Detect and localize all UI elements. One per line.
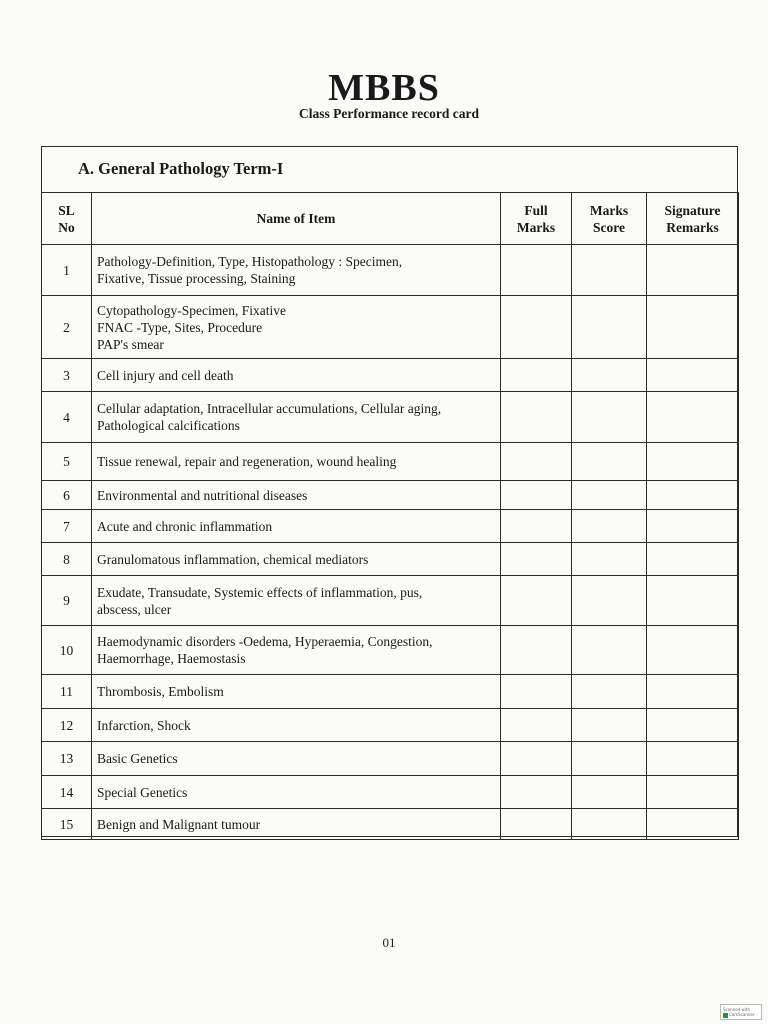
table-row xyxy=(42,576,739,626)
table-header-row xyxy=(42,193,739,245)
item-text-line: Infarction, Shock xyxy=(97,717,191,733)
item-text-line: Haemodynamic disorders -Oedema, Hyperaemia, Congestion, xyxy=(97,634,433,649)
row-item-name xyxy=(92,742,501,776)
row-sl-number: 6 xyxy=(42,481,92,510)
row-item-name xyxy=(92,481,501,510)
scanner-watermark: Scanned with CamScanner xyxy=(720,1004,762,1020)
row-full-marks-cell xyxy=(501,392,572,443)
row-sl-number: 10 xyxy=(42,626,92,675)
row-full-marks-cell xyxy=(501,443,572,481)
table-row xyxy=(42,296,739,359)
record-card xyxy=(41,146,738,837)
row-marks-score-cell xyxy=(572,296,647,359)
header-name-of-item: Name of Item xyxy=(92,193,501,245)
table-body xyxy=(42,245,739,840)
item-text-line: Tissue renewal, repair and regeneration, wound healing xyxy=(97,454,397,469)
item-text-line: Granulomatous inflammation, chemical mediators xyxy=(97,551,369,567)
table-row xyxy=(42,809,739,840)
row-sl-number: 1 xyxy=(42,245,92,296)
row-sl-number: 13 xyxy=(42,742,92,776)
row-marks-score-cell xyxy=(572,626,647,675)
row-signature-cell xyxy=(647,576,739,626)
row-signature-cell xyxy=(647,443,739,481)
row-full-marks-cell xyxy=(501,626,572,675)
row-sl-number: 12 xyxy=(42,709,92,742)
page-number: 01 xyxy=(382,935,396,950)
row-item-name xyxy=(92,576,501,626)
table-row xyxy=(42,776,739,809)
item-text-line: Cell injury and cell death xyxy=(97,367,234,383)
row-marks-score-cell xyxy=(572,543,647,576)
item-text-line: Environmental and nutritional diseases xyxy=(97,487,308,503)
table-row xyxy=(42,359,739,392)
row-item-name xyxy=(92,809,501,840)
item-text-line: Haemorrhage, Haemostasis xyxy=(97,651,246,666)
item-text-line: Acute and chronic inflammation xyxy=(97,518,273,534)
row-marks-score-cell xyxy=(572,359,647,392)
row-sl-number: 11 xyxy=(42,675,92,709)
row-sl-number: 2 xyxy=(42,296,92,359)
item-text-line: Special Genetics xyxy=(97,784,188,800)
header-marks-score: Marks Score xyxy=(572,193,647,245)
table-row xyxy=(42,510,739,543)
row-full-marks-cell xyxy=(501,359,572,392)
header-sl-no: SL No xyxy=(42,193,92,245)
row-item-name xyxy=(92,675,501,709)
row-item-name xyxy=(92,245,501,296)
item-text-line: abscess, ulcer xyxy=(97,601,172,617)
row-sl-number: 8 xyxy=(42,543,92,576)
row-marks-score-cell xyxy=(572,443,647,481)
item-text-line: Basic Genetics xyxy=(97,751,178,766)
row-signature-cell xyxy=(647,510,739,543)
row-full-marks-cell xyxy=(501,543,572,576)
row-signature-cell xyxy=(647,709,739,742)
row-full-marks-cell xyxy=(501,245,572,296)
camscanner-logo-icon xyxy=(723,1013,728,1018)
item-text-line: PAP's smear xyxy=(97,336,164,352)
row-signature-cell xyxy=(647,626,739,675)
row-marks-score-cell xyxy=(572,709,647,742)
row-item-name xyxy=(92,776,501,809)
row-sl-number: 3 xyxy=(42,359,92,392)
row-marks-score-cell xyxy=(572,576,647,626)
item-text-line: Pathological calcifications xyxy=(97,418,240,433)
row-item-name xyxy=(92,296,501,359)
row-signature-cell xyxy=(647,245,739,296)
row-item-name xyxy=(92,709,501,742)
row-sl-number: 7 xyxy=(42,510,92,543)
table-row xyxy=(42,481,739,510)
header-full-marks: Full Marks xyxy=(501,193,572,245)
row-full-marks-cell xyxy=(501,809,572,840)
row-signature-cell xyxy=(647,675,739,709)
table-row xyxy=(42,626,739,675)
row-signature-cell xyxy=(647,543,739,576)
row-item-name xyxy=(92,510,501,543)
row-item-name xyxy=(92,443,501,481)
row-full-marks-cell xyxy=(501,709,572,742)
section-title: A. General Pathology Term-I xyxy=(78,159,284,178)
item-text-line: Fixative, Tissue processing, Staining xyxy=(97,271,296,286)
table-row xyxy=(42,742,739,776)
row-sl-number: 4 xyxy=(42,392,92,443)
document-subtitle: Class Performance record card xyxy=(298,106,480,121)
row-marks-score-cell xyxy=(572,675,647,709)
row-signature-cell xyxy=(647,359,739,392)
row-signature-cell xyxy=(647,776,739,809)
row-signature-cell xyxy=(647,392,739,443)
row-sl-number: 15 xyxy=(42,809,92,840)
row-signature-cell xyxy=(647,809,739,840)
table-row xyxy=(42,543,739,576)
table-row xyxy=(42,245,739,296)
document-title: MBBS xyxy=(328,67,440,109)
row-marks-score-cell xyxy=(572,776,647,809)
row-full-marks-cell xyxy=(501,296,572,359)
row-full-marks-cell xyxy=(501,742,572,776)
row-sl-number: 9 xyxy=(42,576,92,626)
item-text-line: Exudate, Transudate, Systemic effects of inflammation, pus, xyxy=(97,584,423,600)
row-item-name xyxy=(92,626,501,675)
row-sl-number: 5 xyxy=(42,443,92,481)
row-full-marks-cell xyxy=(501,675,572,709)
table-row xyxy=(42,443,739,481)
table-row xyxy=(42,392,739,443)
row-marks-score-cell xyxy=(572,742,647,776)
header-signature-remarks: Signature Remarks xyxy=(647,193,739,245)
row-marks-score-cell xyxy=(572,510,647,543)
row-marks-score-cell xyxy=(572,809,647,840)
row-item-name xyxy=(92,543,501,576)
row-full-marks-cell xyxy=(501,776,572,809)
item-text-line: Cytopathology-Specimen, Fixative xyxy=(97,302,286,318)
row-full-marks-cell xyxy=(501,481,572,510)
performance-table xyxy=(41,192,739,840)
row-signature-cell xyxy=(647,481,739,510)
item-text-line: Benign and Malignant tumour xyxy=(97,816,261,832)
row-item-name xyxy=(92,359,501,392)
row-item-name xyxy=(92,392,501,443)
item-text-line: FNAC -Type, Sites, Procedure xyxy=(97,319,263,335)
item-text-line: Cellular adaptation, Intracellular accumulations, Cellular aging, xyxy=(97,401,442,416)
row-sl-number: 14 xyxy=(42,776,92,809)
row-signature-cell xyxy=(647,296,739,359)
row-marks-score-cell xyxy=(572,392,647,443)
row-signature-cell xyxy=(647,742,739,776)
item-text-line: Thrombosis, Embolism xyxy=(97,684,224,699)
item-text-line: Pathology-Definition, Type, Histopathology : Specimen, xyxy=(97,254,403,269)
row-marks-score-cell xyxy=(572,245,647,296)
row-marks-score-cell xyxy=(572,481,647,510)
table-row xyxy=(42,709,739,742)
row-full-marks-cell xyxy=(501,576,572,626)
table-row xyxy=(42,675,739,709)
row-full-marks-cell xyxy=(501,510,572,543)
